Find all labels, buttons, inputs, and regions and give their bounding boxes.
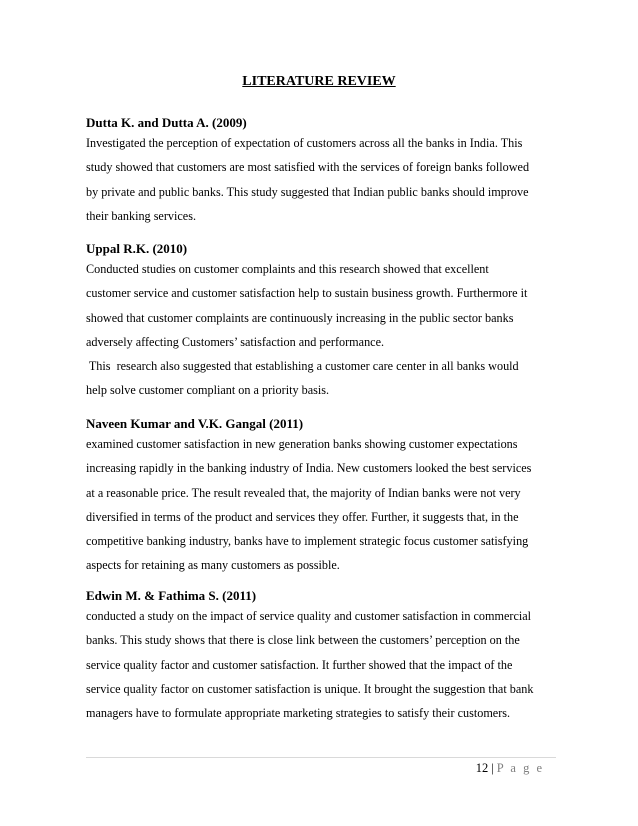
text-line: Conducted studies on customer complaints and this research showed that excellent [86, 262, 489, 276]
text-line: study showed that customers are most satisfied with the services of foreign banks followed [86, 160, 530, 175]
review-section-naveen-kumar [86, 415, 556, 582]
section-heading: Dutta K. and Dutta A. (2009) [86, 115, 247, 130]
text-line: conducted a study on the impact of service quality and customer satisfaction in commercial [86, 609, 532, 623]
text-line: service quality factor on customer satisfaction is unique. It brought the suggestion that bank [86, 681, 534, 696]
page-number: 12 [475, 761, 489, 775]
section-heading: Uppal R.K. (2010) [86, 241, 188, 256]
text-line: showed that customer complaints are continuously increasing in the public sector banks [86, 310, 514, 325]
text-line: by private and public banks. This study suggested that Indian public banks should improve [86, 184, 529, 199]
text-line: Investigated the perception of expectation of customers across all the banks in India. This [86, 136, 523, 150]
text-line: their banking services. [86, 208, 196, 223]
text-line: managers have to formulate appropriate marketing strategies to satisfy their customers. [86, 706, 511, 721]
text-line: banks. This study shows that there is close link between the customers’ perception on the [86, 633, 520, 648]
text-line: increasing rapidly in the banking industry of India. New customers looked the best services [86, 461, 532, 476]
review-section-dutta [86, 114, 556, 232]
text-line: customer service and customer satisfaction help to sustain business growth. Furthermore it [86, 286, 528, 301]
section-heading: Naveen Kumar and V.K. Gangal (2011) [86, 416, 304, 431]
page-footer [476, 760, 544, 776]
footer-separator: | [491, 761, 494, 775]
text-line: service quality factor and customer satisfaction. It further showed that the impact of the [86, 657, 513, 672]
text-line: at a reasonable price. The result revealed that, the majority of Indian banks were not very [86, 485, 521, 500]
section-heading: Edwin M. & Fathima S. (2011) [86, 588, 257, 603]
page-label: P a g e [496, 761, 544, 775]
text-line: aspects for retaining as many customers as possible. [86, 558, 340, 573]
text-line: examined customer satisfaction in new generation banks showing customer expectations [86, 437, 518, 451]
review-section-edwin [86, 587, 556, 729]
text-line: competitive banking industry, banks have to implement strategic focus customer satisfying [86, 534, 529, 549]
text-line: adversely affecting Customers’ satisfaction and performance. [86, 334, 385, 349]
text-line: diversified in terms of the product and services they offer. Further, it suggests that, in the [86, 509, 519, 524]
review-section-uppal [86, 240, 556, 407]
page-title: LITERATURE REVIEW [242, 74, 396, 89]
text-line: help solve customer compliant on a priority basis. [86, 383, 330, 398]
footer-divider [86, 757, 556, 758]
text-line: This research also suggested that establishing a customer care center in all banks would [86, 359, 519, 374]
